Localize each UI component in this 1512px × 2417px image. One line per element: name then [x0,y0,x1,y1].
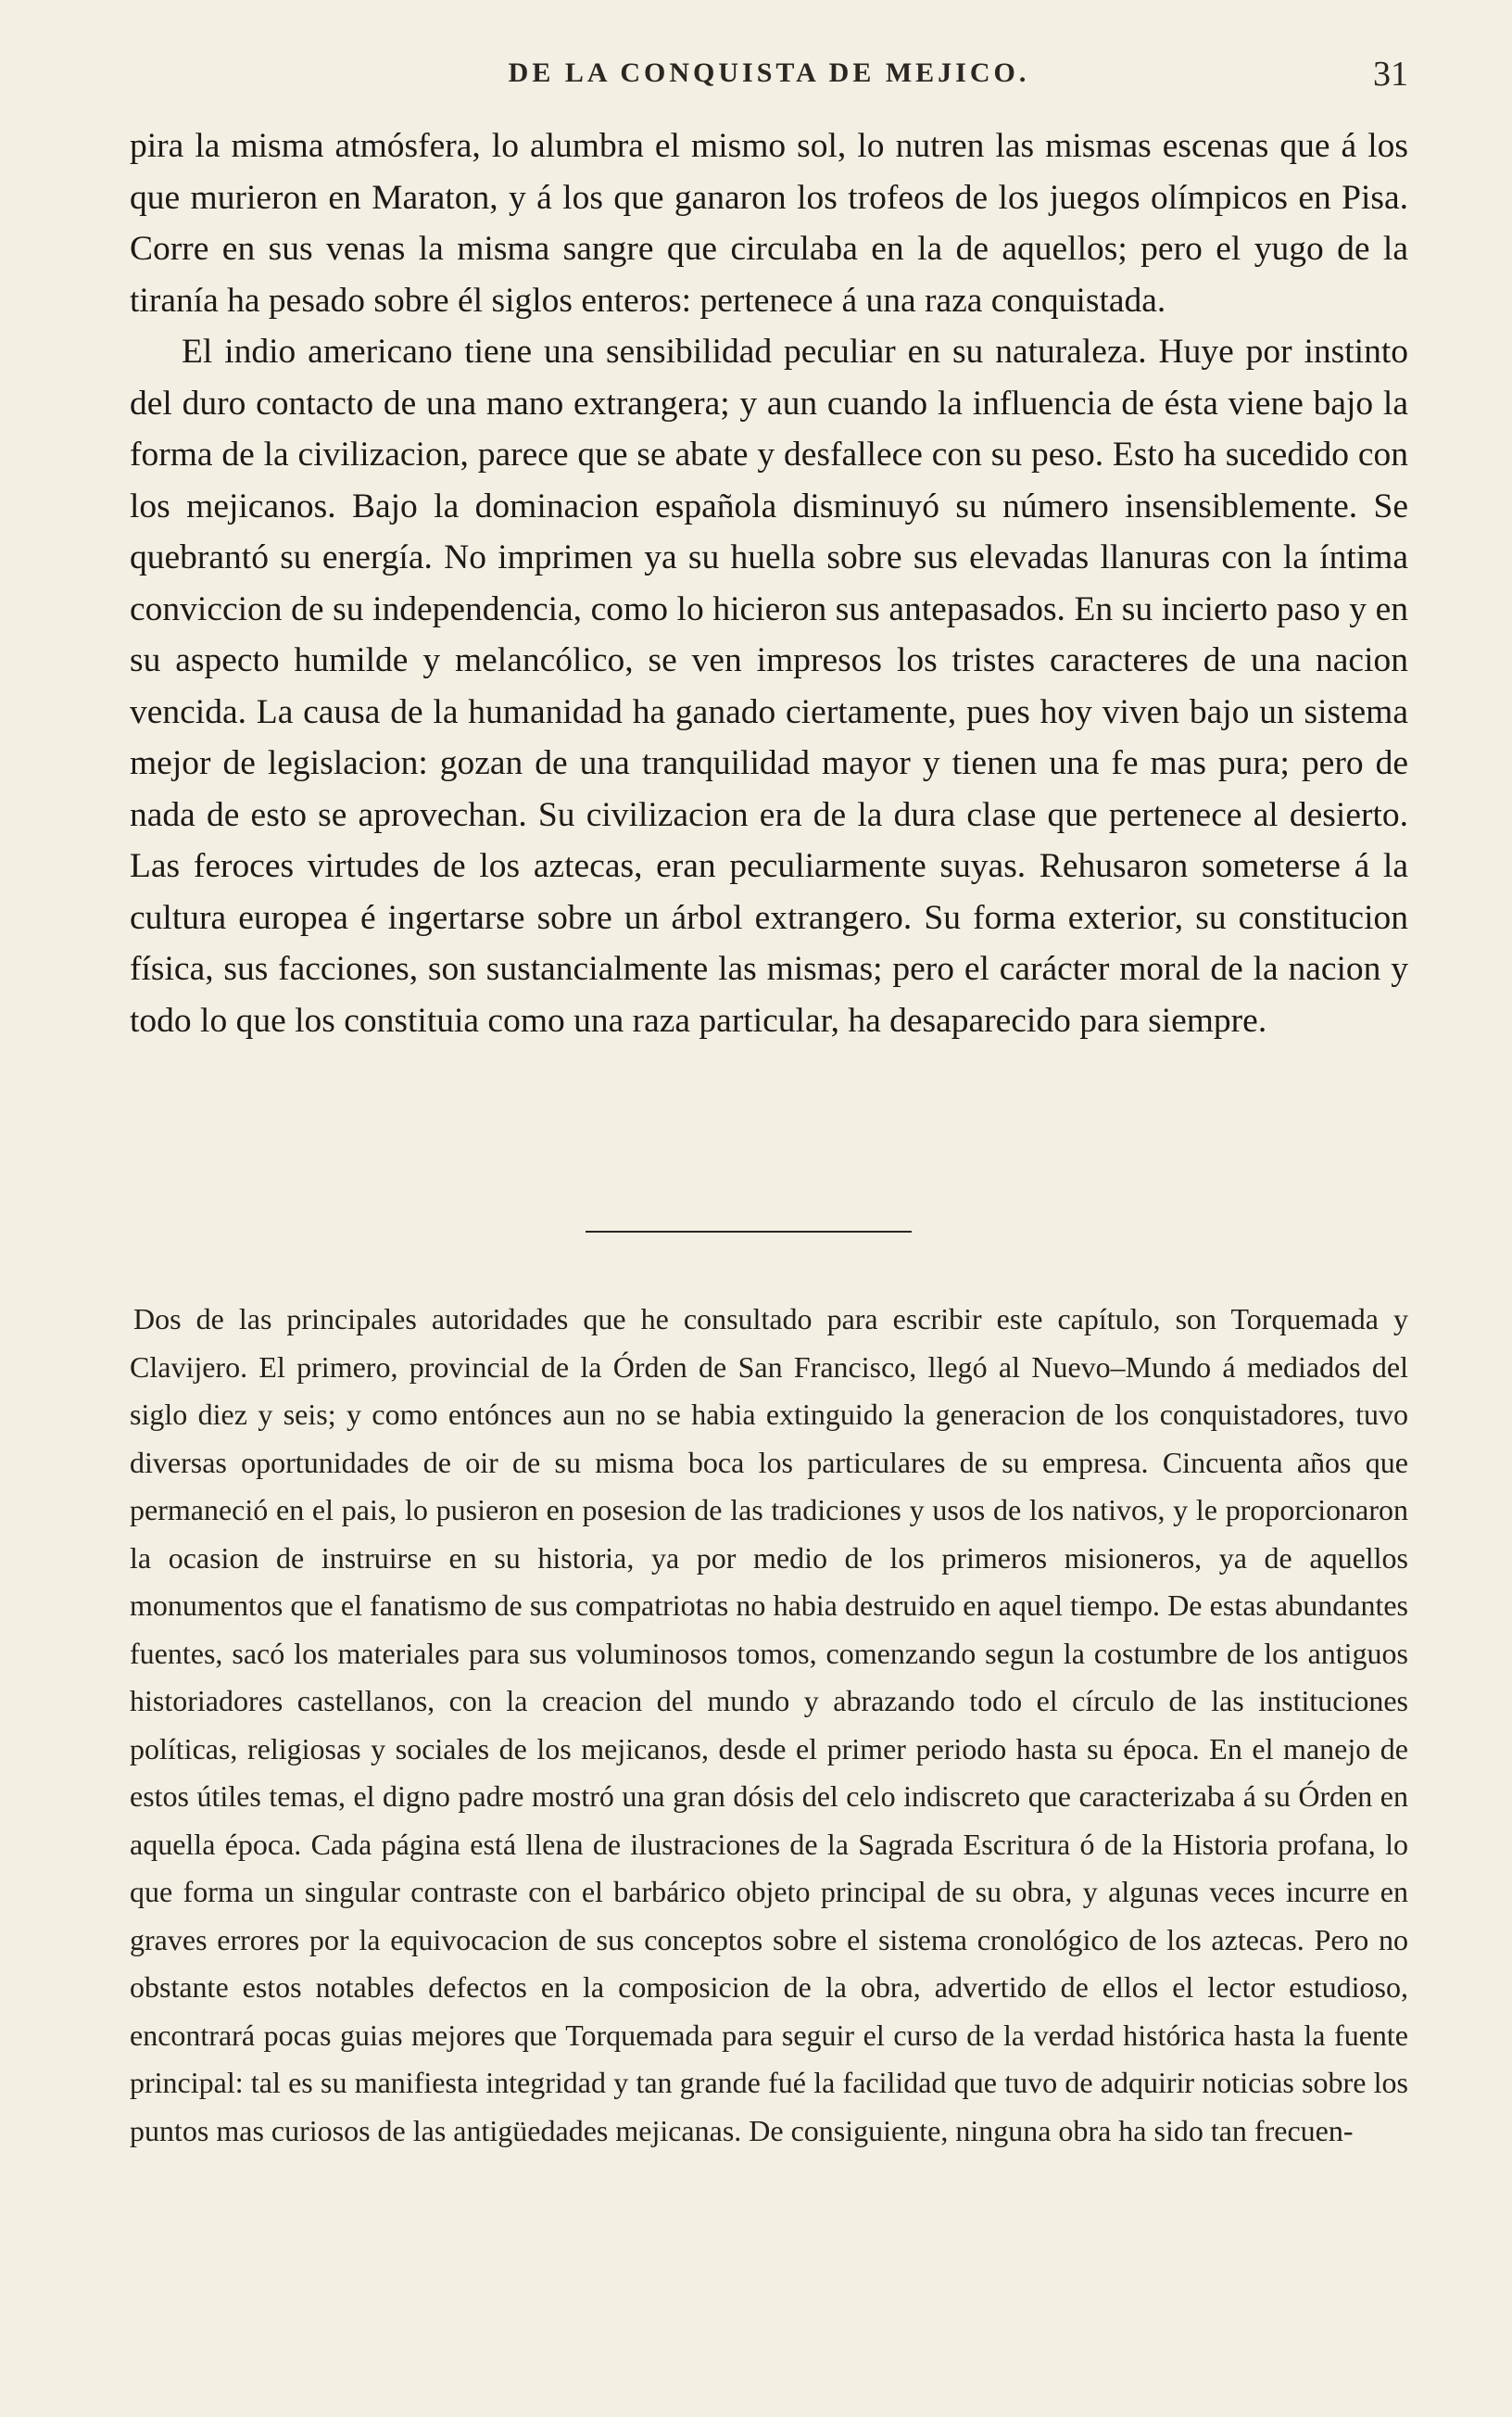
body-paragraph-2: El indio americano tiene una sensibilidad peculiar en su naturaleza. Huye por instinto del duro contacto de una mano extrangera; y aun cuando la influencia de ésta viene bajo la forma de la civilizacion, parece que se abate y desfallece con su peso. Esto ha sucedido con los mejicanos. Bajo la dominacion española disminuyó su número insensiblemente. Se quebrantó su energía. No imprimen ya su huella sobre sus elevadas llanuras con la íntima conviccion de su independencia, como lo hicieron sus antepasados. En su incierto paso y en su aspecto humilde y melancólico, se ven impresos los tristes caracteres de una nacion vencida. La causa de la humanidad ha ganado ciertamente, pues hoy viven bajo un sistema mejor de legislacion: gozan de una tranquilidad mayor y tienen una fe mas pura; pero de nada de esto se aprovechan. Su civilizacion era de la dura clase que pertenece al desierto. Las feroces virtudes de los aztecas, eran peculiarmente suyas. Rehusaron someterse á la cultura europea é ingertarse sobre un árbol extrangero. Su forma exterior, su constitucion física, sus facciones, son sustancialmente las mismas; pero el carácter moral de la nacion y todo lo que los constituia como una raza particular, ha desaparecido para siempre. [130,333,1408,1040]
running-head [130,57,1408,104]
footnote-paragraph: Dos de las principales autoridades que he consultado para escribir este capítulo, son Torquemada y Clavijero. El primero, provincial de la Órden de San Francisco, llegó al Nuevo–Mundo á mediados del siglo diez y seis; y como entónces aun no se habia extinguido la generacion de los conquistadores, tuvo diversas oportunidades de oir de su misma boca los particulares de su empresa. Cincuenta años que permaneció en el pais, lo pusieron en posesion de las tradiciones y usos de los nativos, y le proporcionaron la ocasion de instruirse en su historia, ya por medio de los primeros misioneros, ya de aquellos monumentos que el fanatismo de sus compatriotas no habia destruido en aquel tiempo. De estas abundantes fuentes, sacó los materiales para sus voluminosos tomos, comenzando segun la costumbre de los antiguos historiadores castellanos, con la creacion del mundo y abrazando todo el círculo de las instituciones políticas, religiosas y sociales de los mejicanos, desde el primer periodo hasta su época. En el manejo de estos útiles temas, el digno padre mostró una gran dósis del celo indiscreto que caracterizaba á su Órden en aquella época. Cada página está llena de ilustraciones de la Sagrada Escritura ó de la Historia profana, lo que forma un singular contraste con el barbárico objeto principal de su obra, y algunas veces incurre en graves errores por la equivocacion de sus conceptos sobre el sistema cronológico de los aztecas. Pero no obstante estos notables defectos en la composicion de la obra, advertido de ellos el lector estudioso, encontrará pocas guias mejores que Torquemada para seguir el curso de la verdad histórica hasta la fuente principal: tal es su manifiesta integridad y tan grande fué la facilidad que tuvo de adquirir noticias sobre los puntos mas curiosos de las antigüedades mejicanas. De consiguiente, ninguna obra ha sido tan frecuen- [130,1302,1408,2147]
footnote-divider [586,1231,912,1233]
running-title: DE LA CONQUISTA DE MEJICO. [508,57,1030,88]
main-text [130,120,1408,1046]
footnote [130,1296,1408,2155]
body-paragraph-1: pira la misma atmósfera, lo alumbra el mismo sol, lo nutren las mismas escenas que á los que murieron en Maraton, y á los que ganaron los trofeos de los juegos olímpicos en Pisa. Corre en sus venas la misma sangre que circulaba en la de aquellos; pero el yugo de la tiranía ha pesado sobre él siglos enteros: pertenece á una raza conquistada. [130,127,1408,320]
page-number: 31 [1373,55,1408,94]
